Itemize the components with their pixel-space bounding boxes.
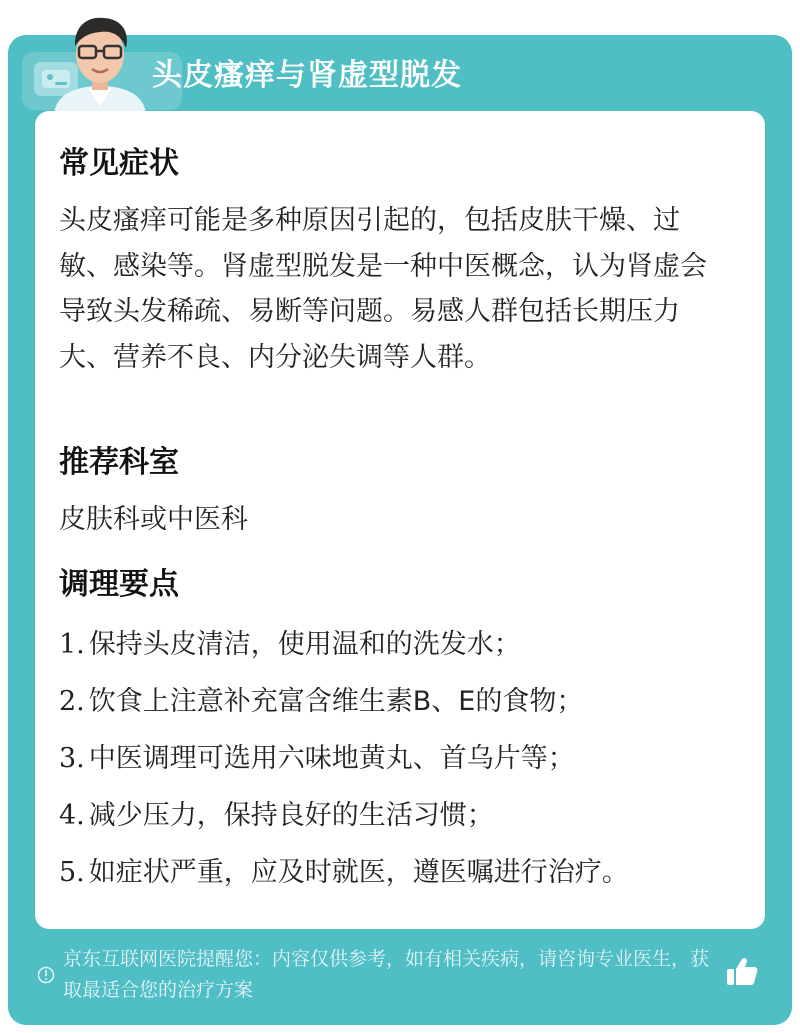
symptoms-body: 头皮瘙痒可能是多种原因引起的，包括皮肤干燥、过敏、感染等。肾虚型脱发是一种中医概念，认为肾虚会导致头发稀疏、易断等问题。易感人群包括长期压力大、营养不良、内分泌失调等人群。 — [59, 205, 707, 373]
department-body: 皮肤科或中医科 — [59, 504, 248, 535]
list-item: 2. 饮食上注意补充富含维生素B、E的食物； — [59, 686, 584, 717]
section-heading-department: 推荐科室 — [59, 445, 179, 480]
list-item: 3. 中医调理可选用六味地黄丸、首乌片等； — [59, 743, 575, 774]
section-heading-symptoms: 常见症状 — [59, 146, 179, 181]
thumbs-up-icon[interactable] — [724, 954, 760, 990]
doctor-avatar — [46, 6, 154, 114]
disclaimer-text: 京东互联网医院提醒您：内容仅供参考，如有相关疾病，请咨询专业医生，获取最适合您的治疗方案 — [63, 948, 710, 1001]
list-item: 1. 保持头皮清洁，使用温和的洗发水； — [59, 629, 521, 660]
list-item: 4. 减少压力，保持良好的生活习惯； — [59, 800, 494, 831]
section-heading-care: 调理要点 — [59, 567, 179, 602]
page-title: 头皮瘙痒与肾虚型脱发 — [152, 58, 462, 93]
list-item: 5. 如症状严重，应及时就医，遵医嘱进行治疗。 — [59, 857, 629, 888]
info-circle-icon — [37, 966, 55, 984]
